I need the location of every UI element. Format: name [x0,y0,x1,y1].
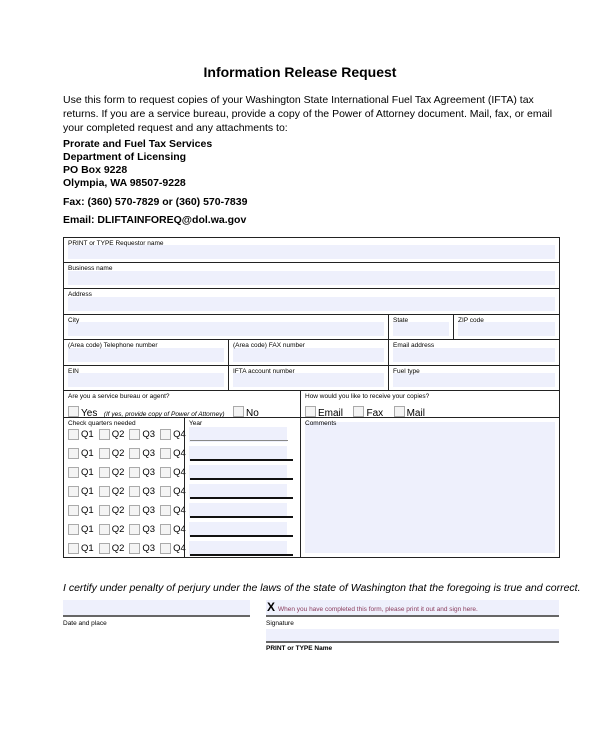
field-label: State [393,317,409,324]
quarter-label: Q3 [142,448,156,460]
receive-label: How would you like to receive your copies? [305,393,430,400]
fax-checkbox[interactable] [353,406,364,417]
field-label: Email address [393,342,435,349]
quarter-checkbox[interactable] [129,524,140,535]
field-label: EIN [68,368,79,375]
requestor-name-field[interactable] [63,237,560,263]
quarter-checkbox[interactable] [160,448,171,459]
year-underline [190,497,293,499]
quarter-label: Q1 [81,524,94,536]
quarters-section [63,417,185,558]
quarter-row [68,505,191,516]
option-label: Email [318,408,344,419]
yes-label: Yes [81,408,98,419]
option-label: Mail [406,408,425,419]
no-checkbox[interactable] [233,406,244,417]
quarter-label: Q3 [142,505,156,517]
quarter-row [68,543,191,554]
sign-x: X [267,600,276,614]
quarter-checkbox[interactable] [129,505,140,516]
year-underline [190,554,293,556]
address-line: Olympia, WA 98507-9228 [63,177,186,189]
agent-label: Are you a service bureau or agent? [68,393,170,400]
address-field[interactable] [63,288,560,315]
quarter-label: Q4 [173,505,186,517]
no-label: No [246,408,259,419]
date-place-input[interactable] [63,600,250,616]
quarter-row [68,448,191,459]
email-line: Email: DLIFTAINFOREQ@dol.wa.gov [63,214,247,226]
mail-checkbox[interactable] [394,406,405,417]
field-label: Business name [68,265,113,272]
quarter-checkbox[interactable] [129,467,140,478]
quarter-label: Q1 [81,448,94,460]
address-line: Department of Licensing [63,151,187,163]
quarter-checkbox[interactable] [68,467,79,478]
quarter-checkbox[interactable] [160,429,171,440]
quarter-checkbox[interactable] [99,505,110,516]
quarter-checkbox[interactable] [99,543,110,554]
quarter-label: Q4 [173,524,186,536]
business-name-field[interactable] [63,262,560,289]
quarter-checkbox[interactable] [99,467,110,478]
print-name-label: PRINT or TYPE Name [266,645,333,652]
quarter-row [68,524,191,535]
quarter-checkbox[interactable] [129,429,140,440]
comments-label: Comments [305,420,337,427]
yes-checkbox[interactable] [68,406,79,417]
quarter-checkbox[interactable] [68,429,79,440]
date-place-label: Date and place [63,620,107,627]
quarter-checkbox[interactable] [68,543,79,554]
ifta-account-field[interactable] [228,365,389,391]
quarter-label: Q2 [111,505,125,517]
quarter-label: Q3 [142,543,156,555]
quarter-label: Q2 [111,543,125,555]
quarter-label: Q4 [173,486,186,498]
quarter-label: Q4 [173,429,186,441]
quarter-checkbox[interactable] [160,524,171,535]
zip-field[interactable] [453,314,560,340]
quarter-checkbox[interactable] [129,486,140,497]
state-field[interactable] [388,314,454,340]
quarter-label: Q2 [111,524,125,536]
year-underline [190,459,293,461]
certify-statement: I certify under penalty of perjury under the laws of the state of Washington that the foregoing is true and correct. [63,582,581,594]
quarter-label: Q3 [142,429,156,441]
quarter-label: Q1 [81,429,94,441]
quarter-checkbox[interactable] [160,467,171,478]
address-line: Prorate and Fuel Tax Services [63,138,213,150]
quarter-checkbox[interactable] [160,505,171,516]
quarter-checkbox[interactable] [68,486,79,497]
field-label: Fuel type [393,368,420,375]
quarter-label: Q1 [81,486,94,498]
field-label: (Area code) Telephone number [68,342,158,349]
receive-question [300,390,560,418]
yes-note: (If yes, provide copy of Power of Attorney) [103,411,225,418]
quarter-label: Q4 [173,467,186,479]
quarter-checkbox[interactable] [99,524,110,535]
year-label: Year [189,420,203,427]
signature-label: Signature [266,620,294,627]
city-field[interactable] [63,314,389,340]
quarter-checkbox[interactable] [160,543,171,554]
agent-question [63,390,301,418]
year-underline [190,516,293,518]
quarter-label: Q1 [81,467,94,479]
quarter-label: Q4 [173,543,186,555]
field-label: Address [68,291,92,298]
email-checkbox[interactable] [305,406,316,417]
page-title: Information Release Request [203,64,397,80]
year-section [184,417,301,558]
quarter-checkbox[interactable] [68,524,79,535]
sign-note: When you have completed this form, please print it out and sign here. [278,606,478,613]
quarter-label: Q1 [81,505,94,517]
field-label: ZIP code [458,317,484,324]
field-label: (Area code) FAX number [233,342,305,349]
quarter-row [68,429,191,440]
quarter-checkbox[interactable] [129,543,140,554]
quarter-label: Q4 [173,448,186,460]
quarter-checkbox[interactable] [160,486,171,497]
quarter-checkbox[interactable] [129,448,140,459]
quarter-checkbox[interactable] [99,486,110,497]
field-label: City [68,317,80,324]
quarter-row [68,486,191,497]
intro-text: Use this form to request copies of your Washington State International Fuel Tax Agreement (IFTA) tax returns. If you are a service bureau, provide a copy of the Power of Attorney document. Mail, fax, or email your completed request and any attachments to: [63,94,553,134]
fax-line: Fax: (360) 570-7829 or (360) 570-7839 [63,196,248,208]
telephone-field[interactable] [63,339,229,366]
email-address-field[interactable] [388,339,560,366]
ein-field[interactable] [63,365,229,391]
quarter-label: Q1 [81,543,94,555]
quarter-checkbox[interactable] [68,505,79,516]
quarter-checkbox[interactable] [99,448,110,459]
year-underline [190,478,293,480]
address-line: PO Box 9228 [63,164,128,176]
quarter-label: Q2 [111,467,125,479]
year-underline [190,440,288,441]
field-label: PRINT or TYPE Requestor name [68,240,164,247]
quarter-label: Q2 [111,486,125,498]
quarter-label: Q3 [142,486,156,498]
fuel-type-field[interactable] [388,365,560,391]
quarter-label: Q2 [111,429,125,441]
quarters-label: Check quarters needed [68,420,136,427]
quarter-label: Q3 [142,467,156,479]
quarter-checkbox[interactable] [99,429,110,440]
print-name-input[interactable] [266,629,559,641]
comments-field[interactable] [300,417,560,558]
quarter-label: Q2 [111,448,125,460]
quarter-label: Q3 [142,524,156,536]
year-underline [190,535,293,537]
fax-number-field[interactable] [228,339,389,366]
field-label: IFTA account number [233,368,295,375]
quarter-checkbox[interactable] [68,448,79,459]
quarter-row [68,467,191,478]
option-label: Fax [366,408,384,419]
